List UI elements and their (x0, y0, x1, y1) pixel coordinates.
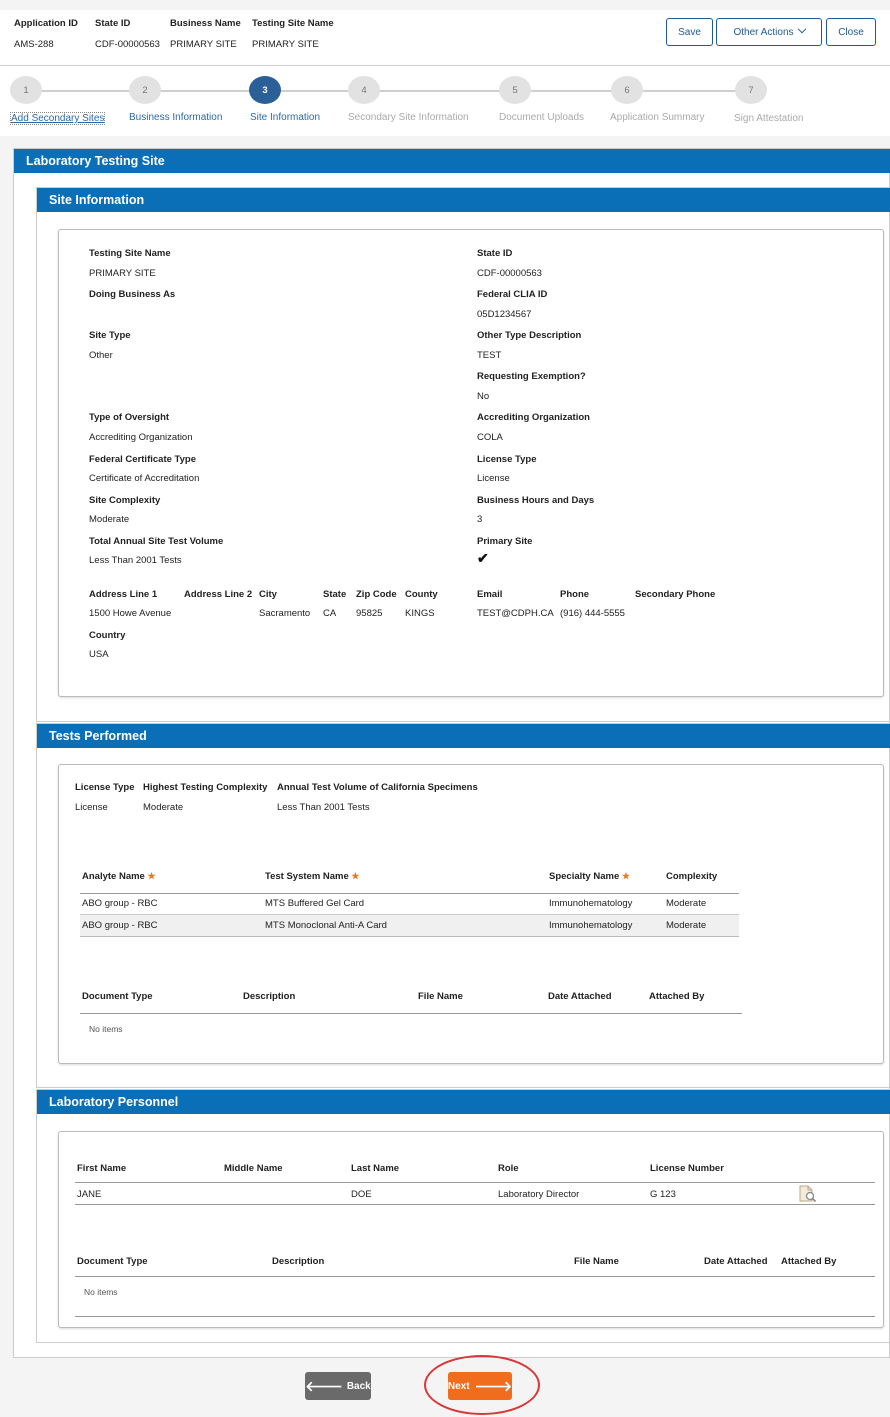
column-header-complexity[interactable]: Complexity (666, 871, 718, 882)
summary-value: Less Than 2001 Tests (277, 802, 370, 813)
column-header-first-name[interactable]: First Name (77, 1163, 127, 1174)
site-information-section (36, 187, 890, 722)
address-value: 95825 (356, 608, 383, 619)
step-1-label[interactable]: Add Secondary Sites (11, 113, 105, 124)
chevron-down-icon (797, 25, 805, 33)
summary-label: License Type (75, 782, 135, 793)
address-value: TEST@CDPH.CA (477, 608, 554, 619)
field-label: Federal Certificate Type (89, 454, 197, 465)
step-5-circle[interactable]: 5 (499, 76, 531, 104)
application-header (0, 10, 890, 66)
field-label: Other Type Description (477, 330, 582, 341)
cell-specialty: Immunohematology (549, 898, 633, 909)
address-label: Address Line 2 (184, 589, 253, 600)
address-label: Secondary Phone (635, 589, 716, 600)
primary-site-checkmark-icon: ✔ (477, 550, 489, 566)
required-star-icon: ★ (621, 871, 630, 881)
address-label: State (323, 589, 347, 600)
back-label: Back (346, 1380, 371, 1392)
column-header-specialty-name[interactable] (549, 871, 630, 882)
step-7-circle[interactable]: 7 (735, 76, 767, 104)
step-7-label[interactable]: Sign Attestation (734, 113, 804, 124)
field-value: Less Than 2001 Tests (89, 555, 182, 566)
step-connector (364, 90, 516, 92)
no-items-text: No items (89, 1024, 123, 1034)
column-header-test-system-name[interactable] (265, 871, 360, 882)
arrow-left-icon: 🡐 (305, 1377, 343, 1394)
cell-test-system: MTS Buffered Gel Card (265, 898, 365, 909)
column-header-license-number[interactable]: License Number (650, 1163, 724, 1174)
field-label: Total Annual Site Test Volume (89, 536, 224, 547)
site-information-card (58, 229, 884, 697)
address-value: 1500 Howe Avenue (89, 608, 172, 619)
address-label: Phone (560, 589, 590, 600)
column-header-attached-by[interactable]: Attached By (649, 991, 705, 1002)
laboratory-testing-site-panel (13, 148, 890, 1358)
view-document-icon[interactable] (797, 1185, 817, 1203)
field-value: License (477, 473, 510, 484)
page-title: Laboratory Testing Site (14, 149, 890, 173)
cell-complexity: Moderate (666, 898, 707, 909)
field-label: License Type (477, 454, 537, 465)
field-label: Doing Business As (89, 289, 176, 300)
step-connector (26, 90, 146, 92)
column-header-attached-by[interactable]: Attached By (781, 1256, 837, 1267)
next-label: Next (447, 1380, 470, 1392)
save-button[interactable]: Save (666, 18, 713, 46)
field-value: 05D1234567 (477, 309, 532, 320)
site-information-title: Site Information (37, 188, 890, 212)
required-star-icon: ★ (351, 871, 360, 881)
column-header-document-type[interactable]: Document Type (77, 1256, 148, 1267)
country-label: Country (89, 630, 126, 641)
cell-analyte: ABO group - RBC (82, 920, 158, 931)
other-actions-button[interactable] (716, 18, 822, 46)
address-value: CA (323, 608, 337, 619)
cell-last-name: DOE (351, 1189, 372, 1200)
step-6-label[interactable]: Application Summary (610, 112, 705, 123)
field-label: Requesting Exemption? (477, 371, 586, 382)
laboratory-personnel-section (36, 1089, 890, 1343)
address-label: City (259, 589, 277, 600)
field-value: Other (89, 350, 113, 361)
address-value: KINGS (405, 608, 435, 619)
step-3-label[interactable]: Site Information (250, 112, 321, 123)
header-value-state-id: CDF-00000563 (95, 39, 160, 50)
field-value: 3 (477, 514, 483, 525)
field-label: Testing Site Name (89, 248, 171, 259)
cell-license-number: G 123 (650, 1189, 676, 1200)
next-button[interactable] (448, 1372, 512, 1400)
header-label-testing-site-name: Testing Site Name (252, 18, 334, 29)
table-row[interactable] (75, 1183, 875, 1205)
summary-label: Highest Testing Complexity (143, 782, 268, 793)
column-header-file-name[interactable]: File Name (418, 991, 463, 1002)
back-button[interactable] (305, 1372, 371, 1400)
column-header-text: Test System Name (265, 871, 349, 882)
address-label: Email (477, 589, 503, 600)
field-value: PRIMARY SITE (89, 268, 156, 279)
field-value: Certificate of Accreditation (89, 473, 200, 484)
arrow-right-icon: 🡒 (474, 1377, 513, 1394)
table-divider (80, 1013, 742, 1014)
step-2-circle[interactable]: 2 (129, 76, 161, 104)
cell-test-system: MTS Monoclonal Anti-A Card (265, 920, 387, 931)
address-label: County (405, 589, 438, 600)
other-actions-label: Other Actions (733, 26, 794, 38)
step-connector (627, 90, 751, 92)
laboratory-personnel-card (58, 1131, 884, 1328)
field-label: Site Type (89, 330, 131, 341)
header-value-application-id: AMS-288 (14, 39, 54, 50)
field-label: Accrediting Organization (477, 412, 590, 423)
field-value: CDF-00000563 (477, 268, 542, 279)
step-2-label[interactable]: Business Information (129, 112, 223, 123)
cell-role: Laboratory Director (498, 1189, 580, 1200)
address-label: Address Line 1 (89, 589, 158, 600)
tests-performed-card (58, 764, 884, 1064)
header-label-state-id: State ID (95, 18, 131, 29)
field-value: Accrediting Organization (89, 432, 193, 443)
field-label: Site Complexity (89, 495, 161, 506)
step-3-circle[interactable]: 3 (249, 76, 281, 104)
country-value: USA (89, 649, 109, 660)
header-label-business-name: Business Name (170, 18, 241, 29)
tests-performed-title: Tests Performed (37, 724, 890, 748)
column-header-text: Specialty Name (549, 871, 620, 882)
step-4-circle[interactable]: 4 (348, 76, 380, 104)
close-button[interactable]: Close (826, 18, 876, 46)
field-label: Type of Oversight (89, 412, 170, 423)
table-divider (75, 1316, 875, 1317)
header-value-testing-site-name: PRIMARY SITE (252, 39, 319, 50)
column-header-text: Analyte Name (82, 871, 145, 882)
column-header-middle-name[interactable]: Middle Name (224, 1163, 283, 1174)
summary-label: Annual Test Volume of California Specimens (277, 782, 478, 793)
cell-first-name: JANE (77, 1189, 102, 1200)
cell-analyte: ABO group - RBC (82, 898, 158, 909)
header-value-business-name: PRIMARY SITE (170, 39, 237, 50)
step-5-label[interactable]: Document Uploads (499, 112, 585, 123)
column-header-analyte-name[interactable] (82, 871, 156, 882)
column-header-description[interactable]: Description (272, 1256, 325, 1267)
column-header-last-name[interactable]: Last Name (351, 1163, 400, 1174)
table-divider (75, 1276, 875, 1277)
column-header-description[interactable]: Description (243, 991, 296, 1002)
progress-stepper (0, 66, 890, 136)
tests-performed-section (36, 723, 890, 1088)
step-6-circle[interactable]: 6 (611, 76, 643, 104)
column-header-date-attached[interactable]: Date Attached (548, 991, 612, 1002)
field-value: No (477, 391, 490, 402)
address-label: Zip Code (356, 589, 397, 600)
table-row[interactable] (80, 894, 739, 915)
step-1-circle[interactable]: 1 (10, 76, 42, 104)
summary-value: License (75, 802, 108, 813)
summary-value: Moderate (143, 802, 184, 813)
step-4-label[interactable]: Secondary Site Information (348, 112, 469, 123)
field-value: COLA (477, 432, 503, 443)
field-value: Moderate (89, 514, 130, 525)
address-value: Sacramento (259, 608, 311, 619)
required-star-icon: ★ (147, 871, 156, 881)
cell-specialty: Immunohematology (549, 920, 633, 931)
field-label: Federal CLIA ID (477, 289, 548, 300)
step-connector (145, 90, 265, 92)
field-label: State ID (477, 248, 513, 259)
laboratory-personnel-title: Laboratory Personnel (37, 1090, 890, 1114)
column-header-date-attached[interactable]: Date Attached (704, 1256, 768, 1267)
field-label: Primary Site (477, 536, 533, 547)
field-value: TEST (477, 350, 502, 361)
cell-complexity: Moderate (666, 920, 707, 931)
address-value: (916) 444-5555 (560, 608, 625, 619)
table-row[interactable] (80, 915, 739, 937)
no-items-text: No items (84, 1287, 118, 1297)
column-header-role[interactable]: Role (498, 1163, 519, 1174)
column-header-file-name[interactable]: File Name (574, 1256, 619, 1267)
header-label-application-id: Application ID (14, 18, 78, 29)
column-header-document-type[interactable]: Document Type (82, 991, 153, 1002)
field-label: Business Hours and Days (477, 495, 595, 506)
